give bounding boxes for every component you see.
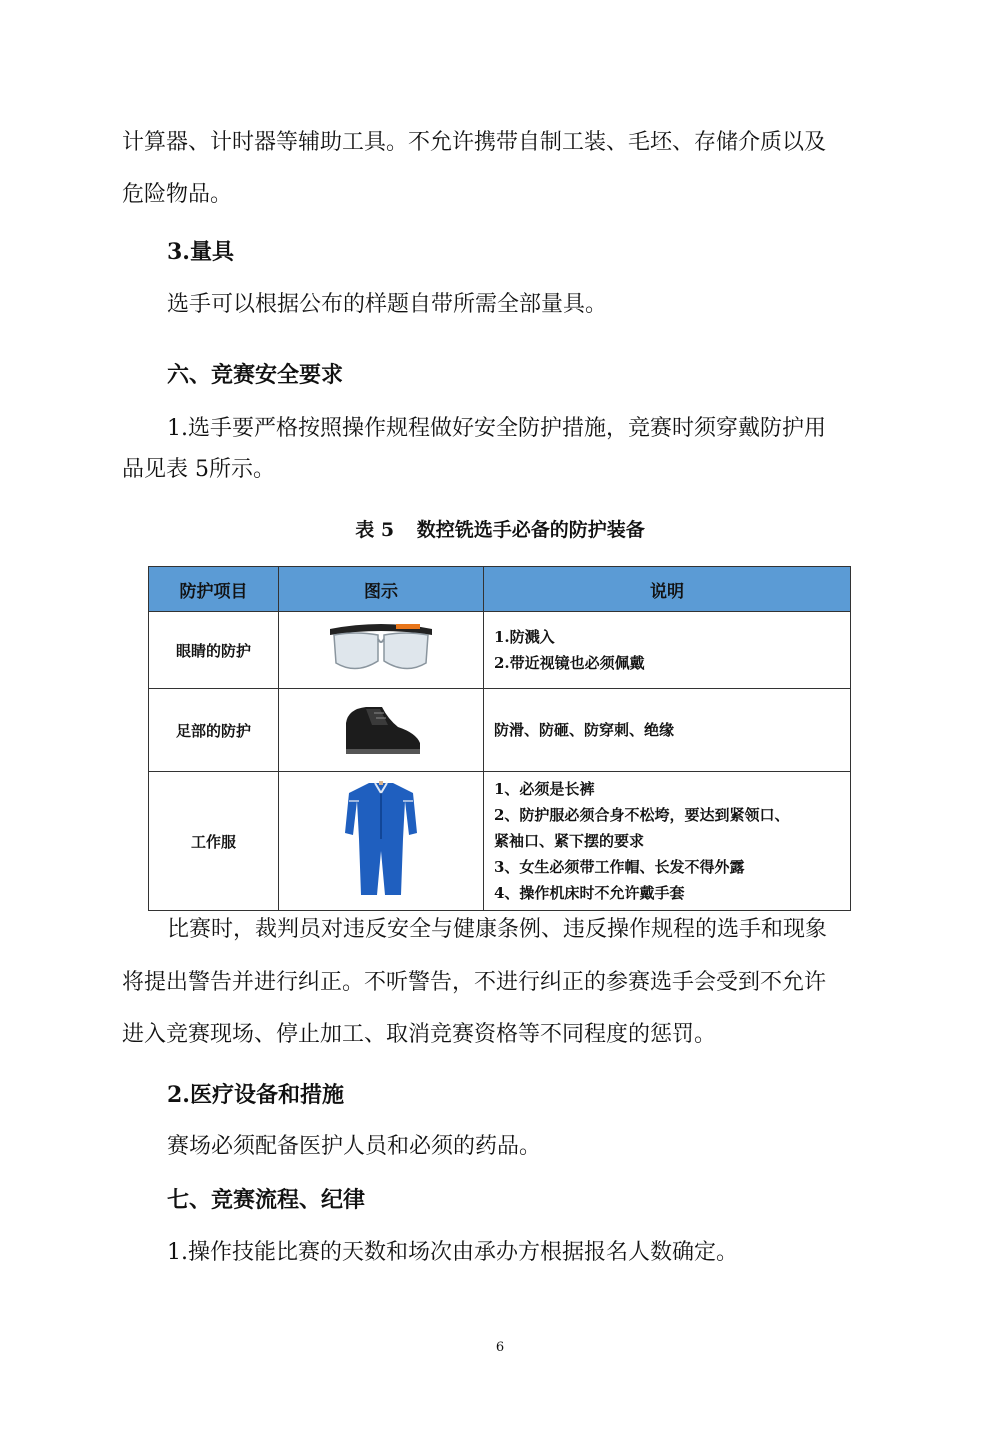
- table-row: [149, 689, 851, 772]
- safety-shoe-icon: [336, 695, 426, 761]
- safety-goggles-icon: [326, 615, 436, 681]
- heading-medical: 2.医疗设备和措施: [167, 1082, 344, 1108]
- goggles-image: [279, 612, 484, 689]
- paragraph-line: 将提出警告并进行纠正。不听警告，不进行纠正的参赛选手会受到不允许: [122, 970, 827, 995]
- paragraph-line: 计算器、计时器等辅助工具。不允许携带自制工装、毛坯、存储介质以及: [122, 130, 827, 155]
- description-line: 2.带近视镜也必须佩戴: [494, 654, 645, 672]
- page-number: 6: [495, 1340, 505, 1355]
- table-caption: [0, 515, 1000, 542]
- table-row: [149, 612, 851, 689]
- heading-measuring-tools: 3.量具: [167, 239, 234, 265]
- paragraph-line: 1.操作技能比赛的天数和场次由承办方根据报名人数确定。: [167, 1240, 738, 1265]
- row-item-label: 足部的防护: [149, 689, 279, 772]
- description-line: 紧袖口、紧下摆的要求: [494, 832, 645, 850]
- uniform-image: [279, 772, 484, 911]
- section-heading-6: 六、竞赛安全要求: [167, 362, 344, 388]
- work-uniform-icon: [341, 777, 421, 901]
- section-heading-7: 七、竞赛流程、纪律: [167, 1187, 366, 1213]
- header-description: 说明: [484, 567, 851, 612]
- table-caption-label: 表 5: [355, 519, 395, 541]
- shoe-image: [279, 689, 484, 772]
- header-illustration: 图示: [279, 567, 484, 612]
- table-row: [149, 772, 851, 911]
- table-header-row: [149, 567, 851, 612]
- header-protection-item: 防护项目: [149, 567, 279, 612]
- description-line: 2、防护服必须合身不松垮，要达到紧领口、: [494, 806, 790, 824]
- row-description: [484, 772, 851, 911]
- paragraph-line: 品见表 5所示。: [122, 457, 275, 482]
- paragraph-line: 选手可以根据公布的样题自带所需全部量具。: [167, 292, 608, 317]
- paragraph-line: 赛场必须配备医护人员和必须的药品。: [167, 1134, 542, 1159]
- description-line: 4、操作机床时不允许戴手套: [494, 884, 685, 902]
- description-line: 3、女生必须带工作帽、长发不得外露: [494, 858, 745, 876]
- row-description: [484, 612, 851, 689]
- paragraph-line: 1.选手要严格按照操作规程做好安全防护措施，竞赛时须穿戴防护用: [167, 416, 826, 441]
- table-caption-title: 数控铣选手必备的防护装备: [416, 519, 645, 541]
- description-line: 1.防溅入: [494, 628, 555, 646]
- row-description: [484, 689, 851, 772]
- paragraph-line: 进入竞赛现场、停止加工、取消竞赛资格等不同程度的惩罚。: [122, 1022, 717, 1047]
- description-line: 防滑、防砸、防穿刺、绝缘: [494, 721, 675, 739]
- description-line: 1、必须是长裤: [494, 780, 595, 798]
- paragraph-line: 危险物品。: [122, 182, 233, 207]
- protective-equipment-table: [148, 566, 851, 911]
- row-item-label: 眼睛的防护: [149, 612, 279, 689]
- row-item-label: 工作服: [149, 772, 279, 911]
- paragraph-line: 比赛时，裁判员对违反安全与健康条例、违反操作规程的选手和现象: [167, 917, 828, 942]
